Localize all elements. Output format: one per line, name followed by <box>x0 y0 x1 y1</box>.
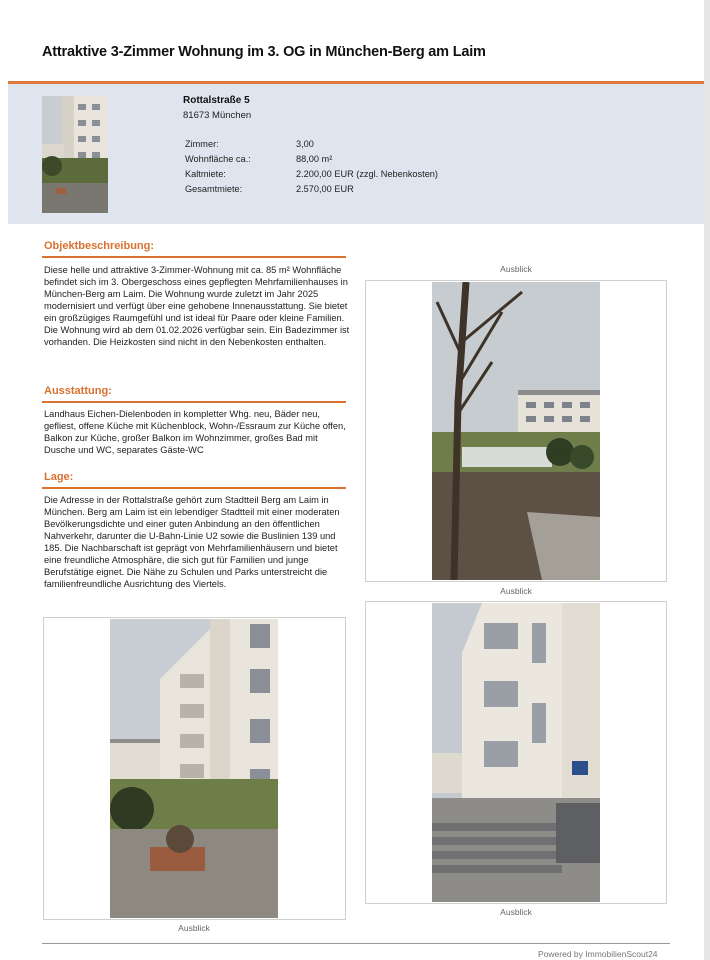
section-heading-description: Objektbeschreibung: <box>44 240 155 252</box>
description-text: Diese helle und attraktive 3-Zimmer-Wohnung mit ca. 85 m² Wohnfläche befindet sich im 3. Obergeschoss eines gepflegten Mehrfamilienhauses in München-Berg am Laim. Die Wohnung wurde zuletzt im Jahr 2025 modernisiert und verfügt über eine gehobene Innenausstattung. Sie bietet ein großzügiges Raumgefühl und ist ideal für Paare oder kleine Familien. Die Wohnung wird ab dem 01.02.2026 verfügbar sein. Ein Badezimmer ist vorhanden. Die Heizkosten sind nicht in den Nebenkosten enthalten. <box>44 265 350 347</box>
page-edge-strip <box>704 0 710 960</box>
address-street: Rottalstraße 5 <box>183 95 250 106</box>
section-divider <box>42 487 346 489</box>
fact-value: 88,00 m² <box>296 154 333 164</box>
features-text: Landhaus Eichen-Dielenboden in kompletter Whg. neu, Bäder neu, gefliest, offene Küche mit Küchenblock, Wohn-/Essraum zur Küche offen, Balkon zur Küche, großer Balkon im Wohnzimmer, großes Bad mit Dusche und WC, separates Gäste-WC <box>44 409 346 455</box>
photo-building-facade[interactable] <box>110 619 278 918</box>
thumbnail-photo[interactable] <box>42 96 108 213</box>
fact-value: 2.200,00 EUR (zzgl. Nebenkosten) <box>296 169 438 179</box>
fact-value: 3,00 <box>296 139 314 149</box>
fact-label: Zimmer: <box>185 139 219 149</box>
section-divider <box>42 256 346 258</box>
photo-courtyard-tree[interactable] <box>432 282 600 580</box>
photo-caption: Ausblick <box>500 907 532 917</box>
section-heading-features: Ausstattung: <box>44 385 112 397</box>
photo-frame-view <box>365 280 667 582</box>
summary-band <box>8 84 704 224</box>
photo-caption: Ausblick <box>178 923 210 933</box>
photo-frame-building <box>43 617 346 920</box>
footer-divider <box>42 943 670 944</box>
listing-title: Attraktive 3-Zimmer Wohnung im 3. OG in München-Berg am Laim <box>42 44 486 60</box>
section-heading-location: Lage: <box>44 471 74 483</box>
location-text: Die Adresse in der Rottalstraße gehört zum Stadtteil Berg am Laim in München. Berg am Laim ist ein lebendiger Stadtteil mit einer moderaten Bevölkerungsdichte und einer guten Anbindung an den öffentlichen Nahverkehr, darunter die U-Bahn-Linie U2 sowie die Buslinien 139 und 185. Die Nachbarschaft ist geprägt von Mehrfamilienhäusern und bietet eine freundliche Atmosphäre, die sich gut für Familien und junge Berufstätige eignet. Die Nähe zu Schulen und Parks unterstreicht die familienfreundliche Ausrichtung des Viertels. <box>44 495 340 589</box>
fact-label: Gesamtmiete: <box>185 184 243 194</box>
photo-frame-entrance <box>365 601 667 904</box>
section-divider <box>42 401 346 403</box>
photo-caption: Ausblick <box>500 264 532 274</box>
address-city: 81673 München <box>183 110 252 121</box>
powered-by-footer: Powered by ImmobilienScout24 <box>538 949 658 959</box>
fact-label: Wohnfläche ca.: <box>185 154 251 164</box>
fact-value: 2.570,00 EUR <box>296 184 354 194</box>
photo-caption: Ausblick <box>500 586 532 596</box>
fact-label: Kaltmiete: <box>185 169 226 179</box>
photo-entrance-stairs[interactable] <box>432 603 600 902</box>
